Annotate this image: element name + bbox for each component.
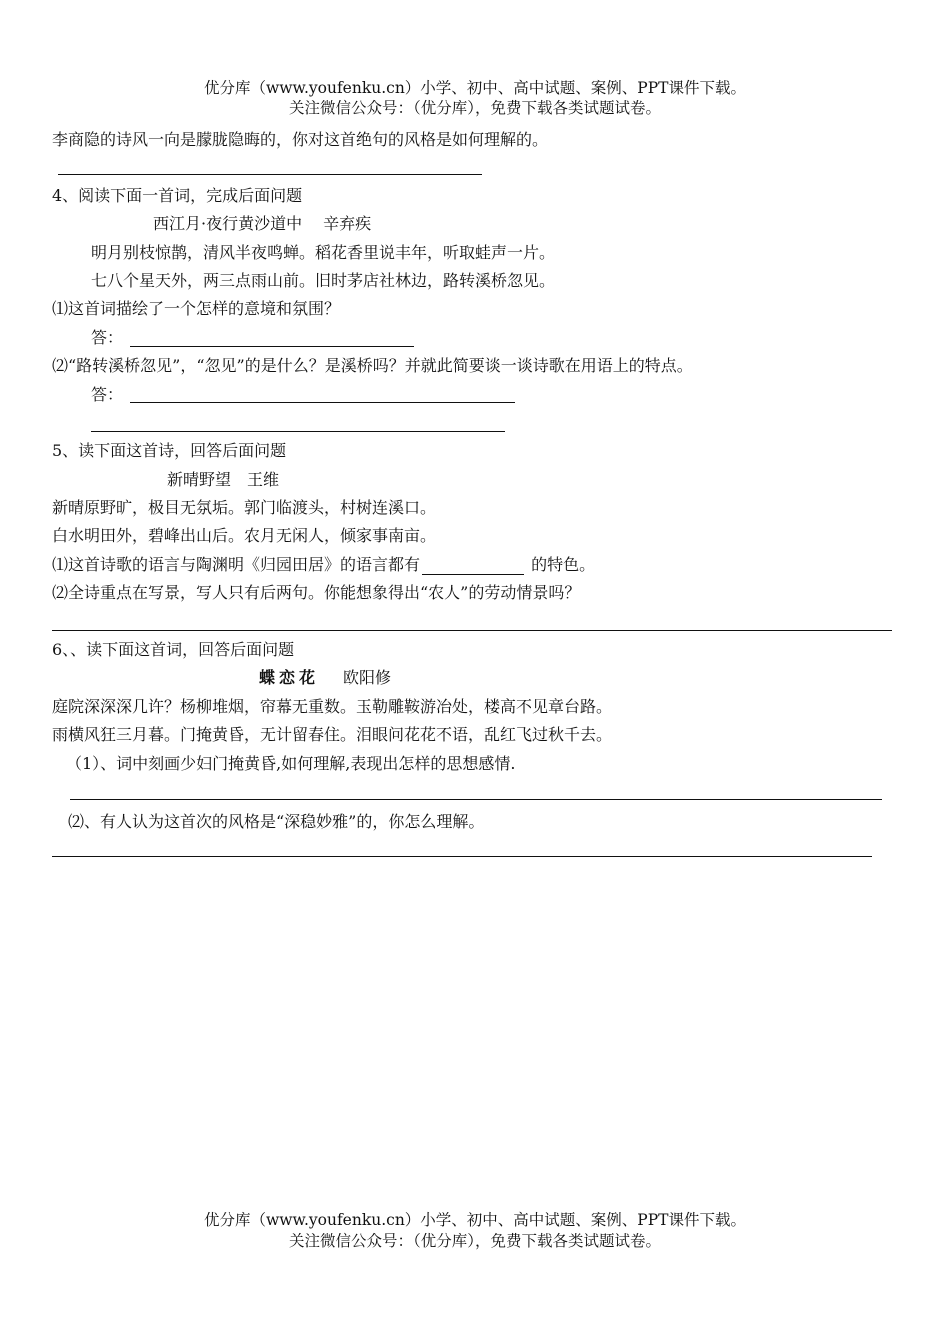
q4-answer-label-1: 答： — [91, 328, 124, 347]
q4-poem-line-1: 明月别枝惊鹊，清风半夜鸣蝉。稻花香里说丰年，听取蛙声一片。 — [91, 243, 556, 262]
q6-poem-heading — [259, 668, 391, 688]
q5-fill-blank — [422, 558, 524, 575]
q6-answer-line-2 — [52, 856, 872, 857]
q5-poem-line-1: 新晴原野旷，极目无氛垢。郭门临渡头，村树连溪口。 — [52, 498, 437, 517]
q6-subquestion-2: ⑵、有人认为这首次的风格是“深稳妙雅”的，你怎么理解。 — [68, 812, 485, 831]
q5-answer-line — [52, 630, 892, 631]
header-line-1: 优分库（www.youfenku.cn）小学、初中、高中试题、案例、PPT课件下载。 — [203, 79, 747, 97]
q5-poem-line-2: 白水明田外，碧峰出山后。农月无闲人，倾家事南亩。 — [52, 526, 437, 545]
q6-subquestion-1: （1）、词中刻画少妇门掩黄昏,如何理解,表现出怎样的思想感情. — [66, 754, 516, 773]
q5-subquestion-2: ⑵全诗重点在写景，写人只有后两句。你能想象得出“农人”的劳动情景吗？ — [52, 583, 581, 602]
footer-line-1: 优分库（www.youfenku.cn）小学、初中、高中试题、案例、PPT课件下载。 — [203, 1211, 747, 1229]
footer-line-2: 关注微信公众号：（优分库），免费下载各类试题试卷。 — [288, 1232, 661, 1250]
q4-answer-label-2: 答： — [91, 385, 124, 404]
q6-heading: 6、、读下面这首词，回答后面问题 — [52, 640, 295, 659]
q4-heading: 4、阅读下面一首词，完成后面问题 — [52, 186, 303, 205]
q6-poem-author: 欧阳修 — [343, 668, 392, 687]
q3-question: 李商隐的诗风一向是朦胧隐晦的，你对这首绝句的风格是如何理解的。 — [52, 130, 549, 149]
q4-answer-line-1 — [130, 346, 414, 347]
q3-answer-line — [58, 174, 482, 175]
q6-answer-line-1 — [70, 799, 882, 800]
q4-subquestion-1: ⑴这首词描绘了一个怎样的意境和氛围？ — [52, 299, 341, 318]
q6-poem-line-1: 庭院深深深几许？杨柳堆烟，帘幕无重数。玉勒雕鞍游冶处，楼高不见章台路。 — [52, 697, 613, 716]
q5-subquestion-1-suffix: 的特色。 — [526, 555, 596, 574]
q4-poem-title: 西江月·夜行黄沙道中 辛弃疾 — [153, 214, 372, 233]
q5-poem-title: 新晴野望 王维 — [167, 470, 280, 489]
q4-poem-line-2: 七八个星天外，两三点雨山前。旧时茅店社林边，路转溪桥忽见。 — [91, 271, 556, 290]
q5-subquestion-1 — [52, 555, 595, 575]
q4-answer-line-2 — [130, 402, 515, 403]
q5-heading: 5、读下面这首诗，回答后面问题 — [52, 441, 287, 460]
q6-poem-line-2: 雨横风狂三月暮。门掩黄昏，无计留春住。泪眼问花花不语，乱红飞过秋千去。 — [52, 725, 613, 744]
q4-subquestion-2: ⑵“路转溪桥忽见”，“忽见”的是什么？是溪桥吗？并就此简要谈一谈诗歌在用语上的特点。 — [52, 356, 693, 375]
q6-poem-title: 蝶恋花 — [259, 668, 320, 687]
q4-answer-line-3 — [91, 431, 505, 432]
header-line-2: 关注微信公众号：（优分库），免费下载各类试题试卷。 — [288, 99, 661, 117]
q5-subquestion-1-text: ⑴这首诗歌的语言与陶渊明《归园田居》的语言都有 — [52, 555, 421, 574]
